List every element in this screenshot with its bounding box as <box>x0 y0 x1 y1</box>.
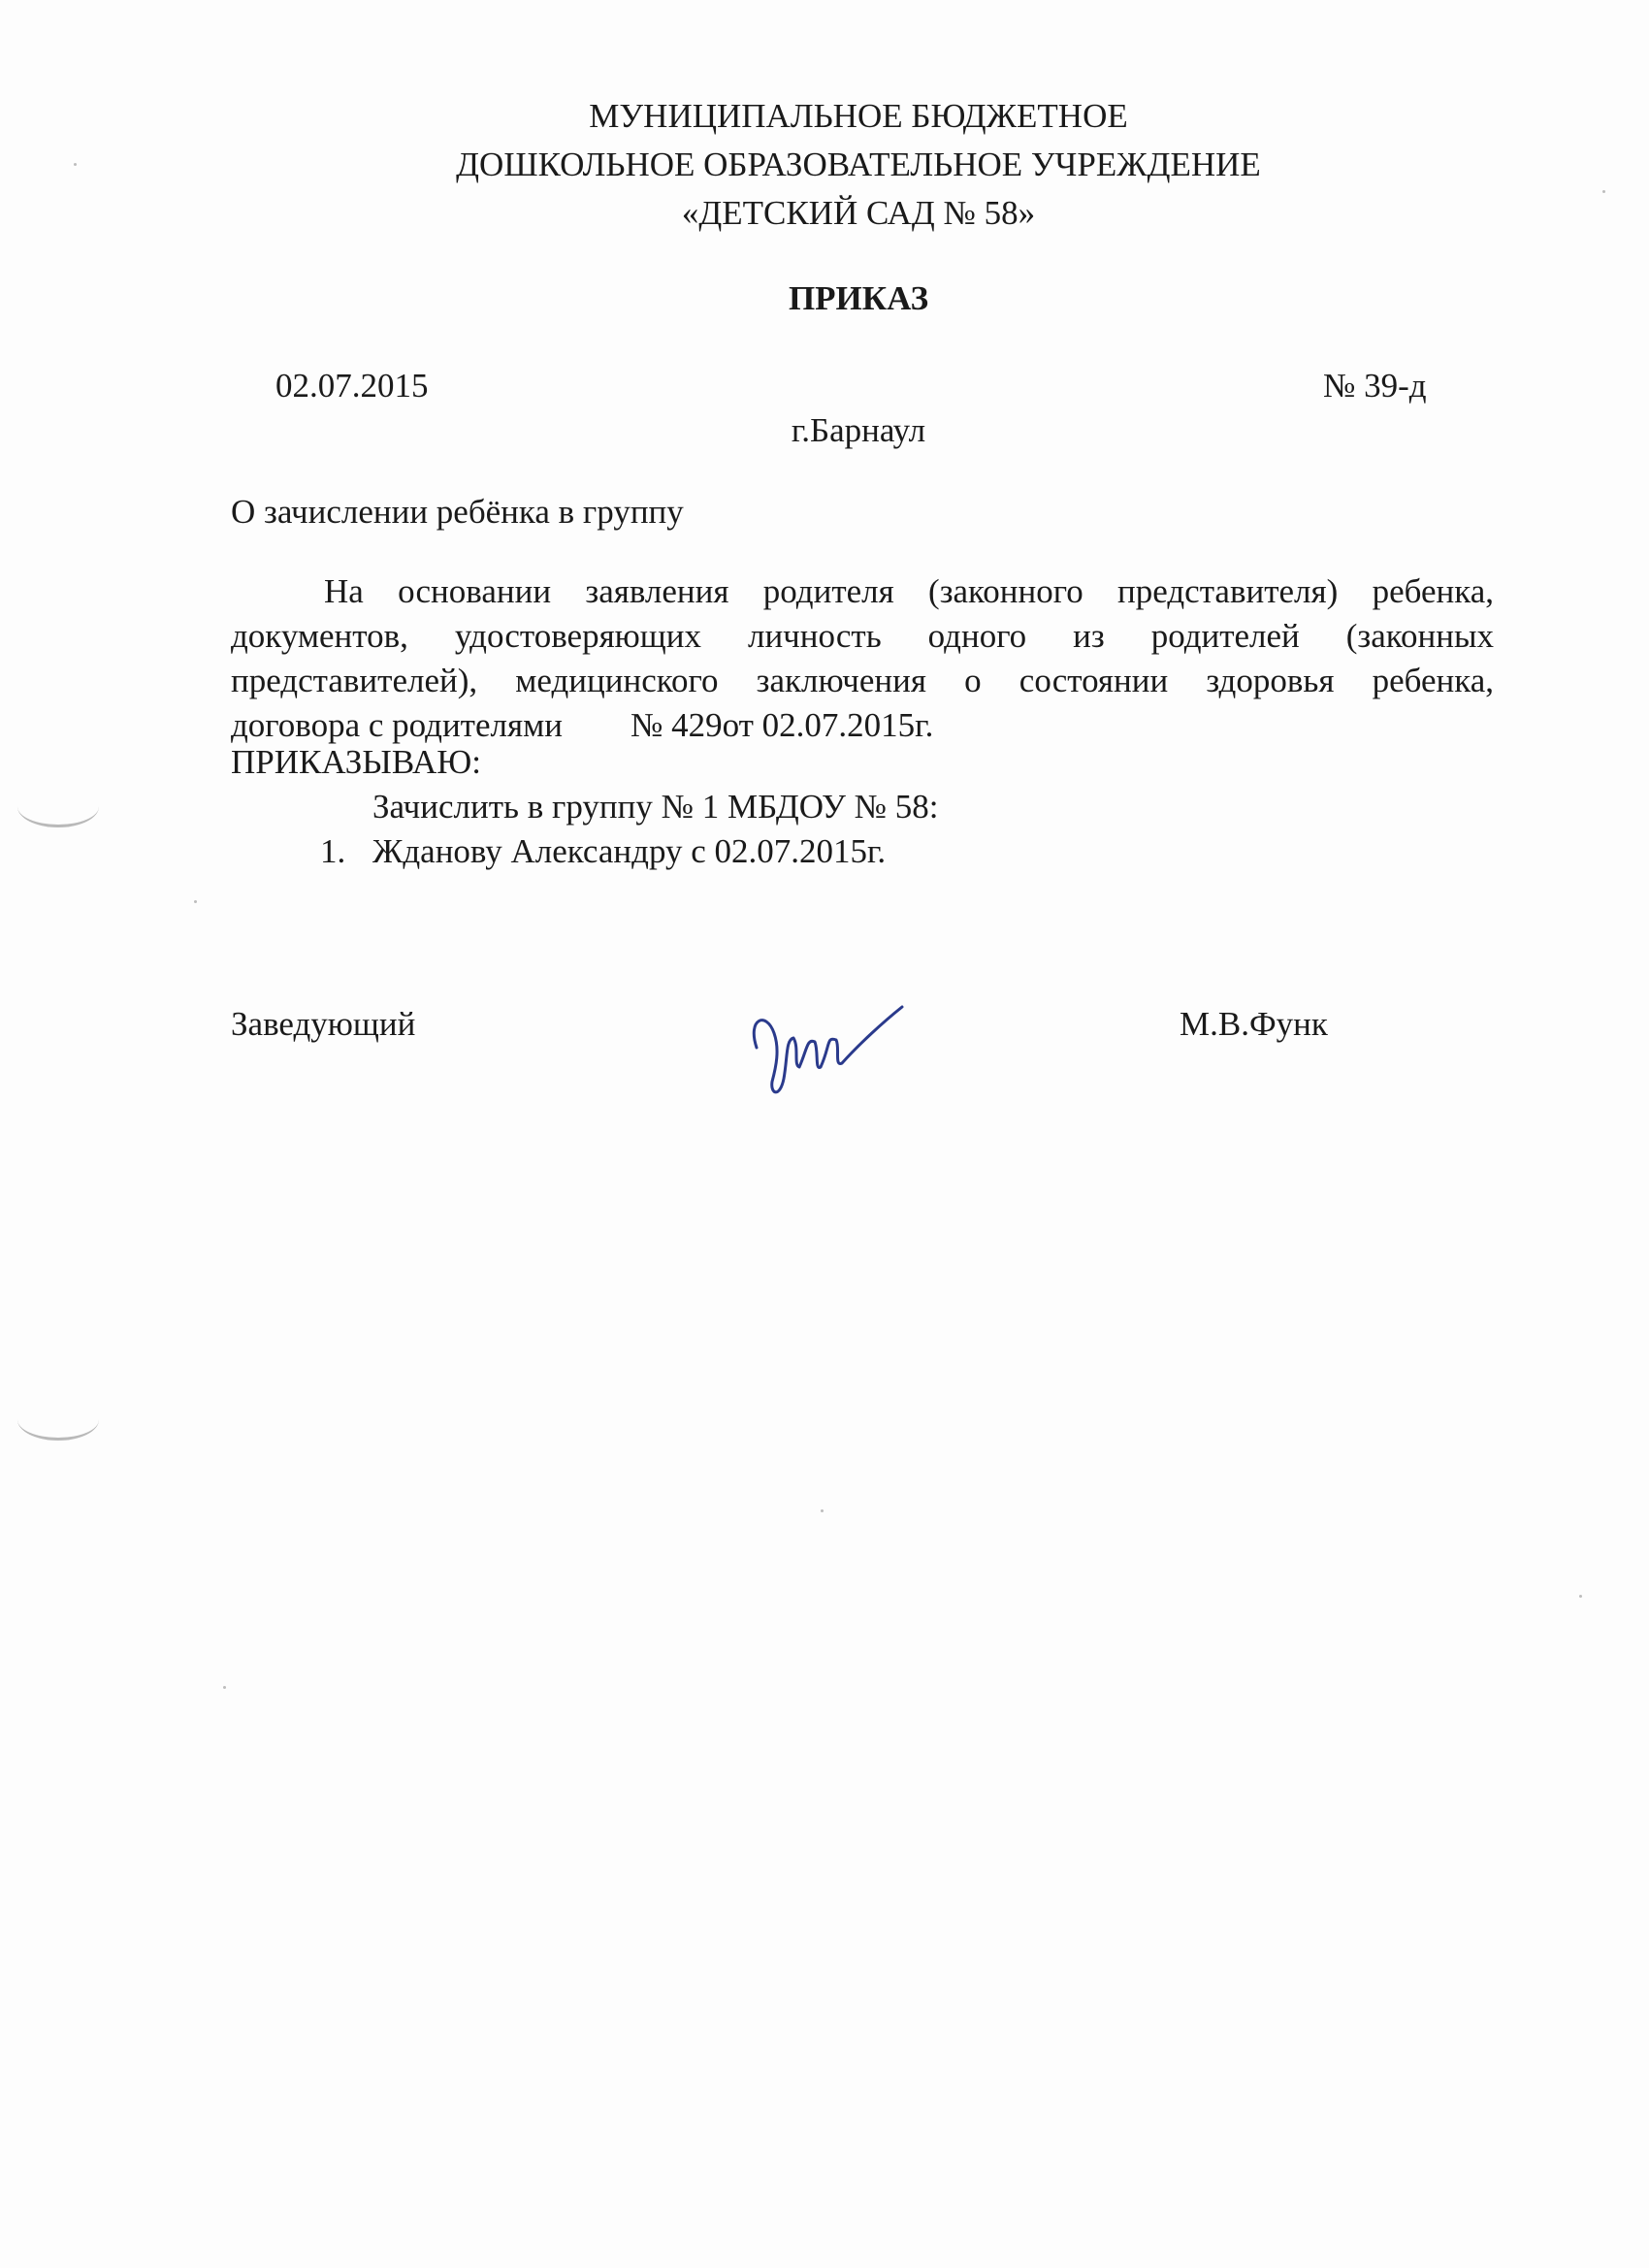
handwritten-signature <box>737 989 912 1106</box>
scan-speck <box>821 1509 824 1512</box>
scan-speck <box>1579 1595 1582 1598</box>
document-number: № 39-д <box>1323 367 1427 405</box>
punch-hole-mark-top <box>17 786 99 827</box>
document-city: г.Барнаул <box>791 411 926 449</box>
org-name-line-3: «ДЕТСКИЙ САД № 58» <box>681 194 1036 232</box>
document-type: ПРИКАЗ <box>788 279 929 317</box>
enroll-instruction: Зачислить в группу № 1 МБДОУ № 58: <box>372 788 939 826</box>
org-name-line-2: ДОШКОЛЬНОЕ ОБРАЗОВАТЕЛЬНОЕ УЧРЕЖДЕНИЕ <box>456 146 1261 183</box>
body-line-4: договора с родителями № 429от 02.07.2015г. <box>231 706 934 744</box>
scan-speck <box>1602 190 1605 193</box>
body-line-2: документов, удостоверяющих личность одного из родителей (законных <box>231 617 1494 655</box>
order-word: ПРИКАЗЫВАЮ: <box>231 743 481 781</box>
signatory-position: Заведующий <box>231 1005 416 1043</box>
document-subject: О зачислении ребёнка в группу <box>231 493 684 531</box>
enroll-list-item: Жданову Александру с 02.07.2015г. <box>372 832 887 870</box>
scan-speck <box>194 900 197 903</box>
body-line-1: На основании заявления родителя (законного представителя) ребенка, <box>324 572 1494 610</box>
enroll-list-number: 1. <box>320 832 346 870</box>
body-line-3: представителей), медицинского заключения о состоянии здоровья ребенка, <box>231 662 1494 699</box>
signatory-name: М.В.Функ <box>1180 1005 1328 1043</box>
scan-speck <box>223 1686 226 1689</box>
punch-hole-mark-bottom <box>17 1399 99 1441</box>
org-name-line-1: МУНИЦИПАЛЬНОЕ БЮДЖЕТНОЕ <box>589 97 1128 135</box>
document-date: 02.07.2015 <box>275 367 429 405</box>
